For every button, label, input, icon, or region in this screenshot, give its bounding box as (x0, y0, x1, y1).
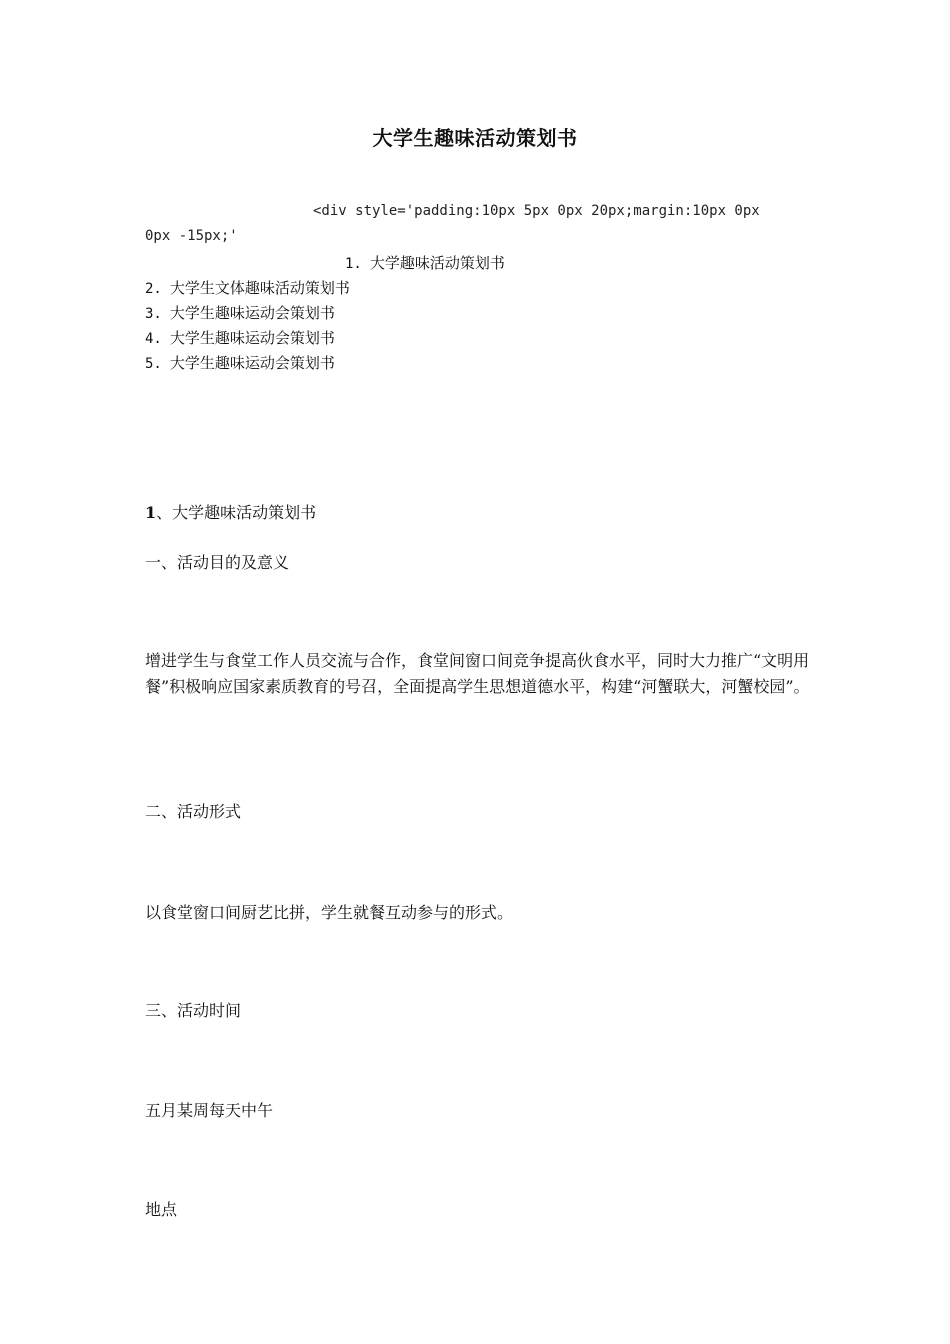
toc-item-label: 大学生文体趣味活动策划书 (169, 279, 350, 297)
toc-item[interactable] (345, 252, 505, 273)
toc-item[interactable] (145, 277, 350, 298)
time-paragraph: 五月某周每天中午 (145, 1101, 274, 1120)
toc-item-label: 大学生趣味运动会策划书 (169, 354, 335, 372)
toc-item-number: 4. (145, 331, 162, 347)
form-paragraph: 以食堂窗口间厨艺比拼，学生就餐互动参与的形式。 (145, 903, 514, 922)
section-title: 、大学趣味活动策划书 (156, 503, 317, 522)
heading-time: 三、活动时间 (145, 1001, 242, 1020)
code-fragment-line-2: 0px -15px;' (145, 228, 238, 244)
toc-item-number: 2. (145, 281, 162, 297)
toc-item-label: 大学生趣味运动会策划书 (169, 304, 335, 322)
toc-item[interactable] (145, 302, 335, 323)
section-number: 1 (145, 503, 157, 522)
document-title: 大学生趣味活动策划书 (372, 126, 578, 150)
toc-item-label: 大学生趣味运动会策划书 (169, 329, 335, 347)
heading-form: 二、活动形式 (145, 802, 242, 821)
toc-item-number: 1. (345, 256, 362, 272)
toc-item-number: 5. (145, 356, 162, 372)
code-fragment-line-1: <div style='padding:10px 5px 0px 20px;margin:10px 0px (313, 203, 760, 219)
location-label: 地点 (145, 1200, 178, 1219)
purpose-paragraph: 增进学生与食堂工作人员交流与合作，食堂间窗口间竞争提高伙食水平，同时大力推广“文明用餐”积极响应国家素质教育的号召，全面提高学生思想道德水平，构建“河蟹联大，河蟹校园”。 (145, 651, 810, 696)
toc-item[interactable] (145, 327, 335, 348)
heading-purpose: 一、活动目的及意义 (145, 553, 290, 572)
toc-item-number: 3. (145, 306, 162, 322)
toc-item[interactable] (145, 352, 335, 373)
toc-item-label: 大学趣味活动策划书 (369, 254, 505, 272)
section-heading (145, 500, 316, 523)
